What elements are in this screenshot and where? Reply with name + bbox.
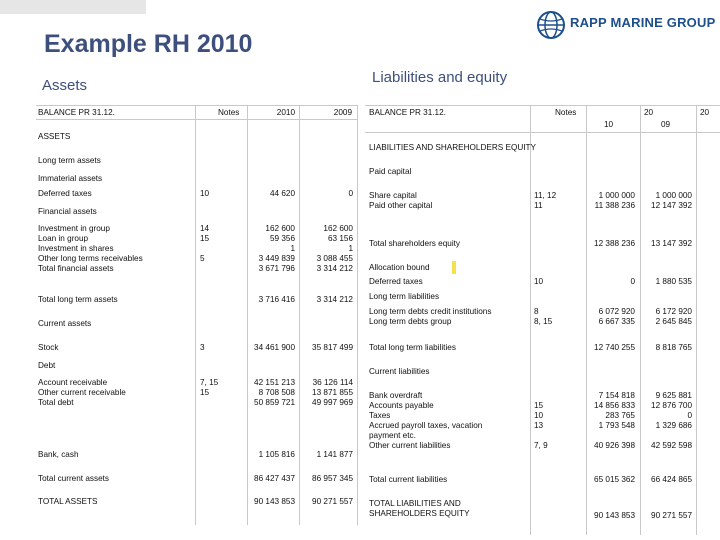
- assets-col-divider: [299, 105, 300, 525]
- total-shareholders-2009: 13 147 392: [651, 239, 692, 248]
- stock-2009: 35 817 499: [312, 343, 353, 352]
- total-long-term-assets-2010: 3 716 416: [258, 295, 295, 304]
- deferred-taxes-2010: 44 620: [269, 189, 295, 198]
- debt-2010: 42 151 213 8 708 508 50 859 721: [254, 378, 295, 407]
- liab-header-2010-bottom: 10: [604, 120, 614, 129]
- logo-text: RAPP MARINE GROUP: [570, 15, 716, 30]
- total-shareholders-label: Total shareholders equity: [369, 239, 461, 248]
- liab-col-divider: [530, 105, 531, 535]
- total-current-liab-2010: 65 015 362: [594, 475, 635, 484]
- share-capital-notes: 11, 12 11: [534, 191, 557, 210]
- long-term-debts-2009: 6 172 920 2 645 845: [655, 307, 692, 326]
- current-assets-label: Current assets: [38, 319, 92, 328]
- total-long-term-liab-2010: 12 740 255: [594, 343, 635, 352]
- immaterial-assets-label: Immaterial assets: [38, 174, 103, 183]
- assets-header-label: BALANCE PR 31.12.: [38, 108, 115, 117]
- bank-cash-2009: 1 141 877: [316, 450, 353, 459]
- debt-2009: 36 126 114 13 871 855 49 997 969: [312, 378, 353, 407]
- stock-notes: 3: [200, 343, 205, 352]
- long-term-debts-2010: 6 072 920 6 667 335: [598, 307, 635, 326]
- investments-notes: 14 15 5: [200, 224, 210, 263]
- total-assets-label: TOTAL ASSETS: [38, 497, 98, 506]
- assets-section-title: Assets: [42, 77, 88, 94]
- liab-col-divider: [696, 105, 697, 535]
- assets-title: ASSETS: [38, 132, 71, 141]
- debt-label: Debt: [38, 361, 56, 370]
- stock-2010: 34 461 900: [254, 343, 295, 352]
- assets-header-border: [36, 119, 357, 120]
- liab-deferred-taxes-2010: 0: [630, 277, 635, 286]
- total-liab-equity-2009: 90 271 557: [651, 511, 692, 520]
- share-capital-2009: 1 000 000 12 147 392: [651, 191, 692, 210]
- current-liabilities-label: Current liabilities: [369, 367, 430, 376]
- long-term-liabilities-label: Long term liabilities: [369, 292, 440, 301]
- investments-2010: 162 600 59 356 1 3 449 839 3 671 796: [258, 224, 295, 273]
- liab-header-border: [365, 132, 720, 133]
- liab-deferred-taxes-label: Deferred taxes: [369, 277, 423, 286]
- liab-header-2009-bottom: 09: [661, 120, 671, 129]
- long-term-debts-notes: 8 8, 15: [534, 307, 553, 326]
- share-capital-labels: Share capital Paid other capital: [369, 191, 433, 210]
- total-shareholders-2010: 12 388 236: [594, 239, 635, 248]
- company-logo: [536, 8, 720, 42]
- assets-col-divider: [247, 105, 248, 525]
- debt-notes: 7, 15 15: [200, 378, 219, 397]
- bank-cash-2010: 1 105 816: [258, 450, 295, 459]
- investments-2009: 162 600 63 156 1 3 088 455 3 314 212: [316, 224, 353, 273]
- liab-col-divider: [640, 105, 641, 535]
- total-liab-equity-2010: 90 143 853: [594, 511, 635, 520]
- liab-deferred-taxes-2009: 1 880 535: [655, 277, 692, 286]
- total-assets-2009: 90 271 557: [312, 497, 353, 506]
- current-liab-notes: 15 10 13 7, 9: [534, 401, 548, 450]
- liab-header-label: BALANCE PR 31.12.: [369, 108, 446, 117]
- deferred-taxes-label: Deferred taxes: [38, 189, 92, 198]
- allocation-bound-label: Allocation bound: [369, 263, 430, 272]
- assets-header-2010: 2010: [276, 108, 295, 117]
- total-assets-2010: 90 143 853: [254, 497, 295, 506]
- liab-header-2010-top: 20: [644, 108, 654, 117]
- paid-capital-label: Paid capital: [369, 167, 412, 176]
- bank-cash-label: Bank, cash: [38, 450, 79, 459]
- current-liab-labels: Bank overdraft Accounts payable Taxes Accrued payroll taxes, vacation payment etc. Other current liabilities: [369, 391, 483, 450]
- total-current-liab-2009: 66 424 865: [651, 475, 692, 484]
- text-cursor-highlight: [452, 261, 456, 274]
- total-long-term-liab-label: Total long term liabilities: [369, 343, 456, 352]
- globe-icon: [536, 10, 566, 40]
- deferred-taxes-2009: 0: [348, 189, 353, 198]
- total-liab-equity-label: TOTAL LIABILITIES AND SHAREHOLDERS EQUITY: [369, 499, 470, 518]
- total-current-liab-label: Total current liabilities: [369, 475, 448, 484]
- debt-labels: Account receivable Other current receivable Total debt: [38, 378, 126, 407]
- share-capital-2010: 1 000 000 11 388 236: [594, 191, 635, 210]
- liab-header-notes: Notes: [555, 108, 577, 117]
- liab-deferred-taxes-notes: 10: [534, 277, 544, 286]
- total-long-term-assets-2009: 3 314 212: [316, 295, 353, 304]
- assets-col-divider: [195, 105, 196, 525]
- top-bar: [0, 0, 146, 14]
- current-liab-2010: 7 154 818 14 856 833 283 765 1 793 548 40 926 398: [594, 391, 635, 450]
- total-current-assets-2010: 86 427 437: [254, 474, 295, 483]
- total-long-term-assets-label: Total long term assets: [38, 295, 118, 304]
- liab-top-border: [365, 105, 720, 106]
- total-long-term-liab-2009: 8 818 765: [655, 343, 692, 352]
- stock-label: Stock: [38, 343, 59, 352]
- assets-header-notes: Notes: [218, 108, 240, 117]
- liab-title: LIABILITIES AND SHAREHOLDERS EQUITY: [369, 143, 536, 152]
- page-title: Example RH 2010: [44, 30, 253, 58]
- assets-header-2009: 2009: [333, 108, 352, 117]
- total-current-assets-label: Total current assets: [38, 474, 109, 483]
- deferred-taxes-notes: 10: [200, 189, 210, 198]
- long-term-assets-label: Long term assets: [38, 156, 101, 165]
- liab-col-divider: [586, 105, 587, 535]
- current-liab-2009: 9 625 881 12 876 700 0 1 329 686 42 592 598: [651, 391, 692, 450]
- total-current-assets-2009: 86 957 345: [312, 474, 353, 483]
- long-term-debts-labels: Long term debts credit institutions Long term debts group: [369, 307, 492, 326]
- investments-labels: Investment in group Loan in group Investment in shares Other long terms receivables Total financial assets: [38, 224, 143, 273]
- liabilities-section-title: Liabilities and equity: [372, 69, 508, 86]
- financial-assets-label: Financial assets: [38, 207, 97, 216]
- assets-top-border: [36, 105, 357, 106]
- liab-header-2009-top: 20: [700, 108, 710, 117]
- assets-col-divider: [357, 105, 358, 525]
